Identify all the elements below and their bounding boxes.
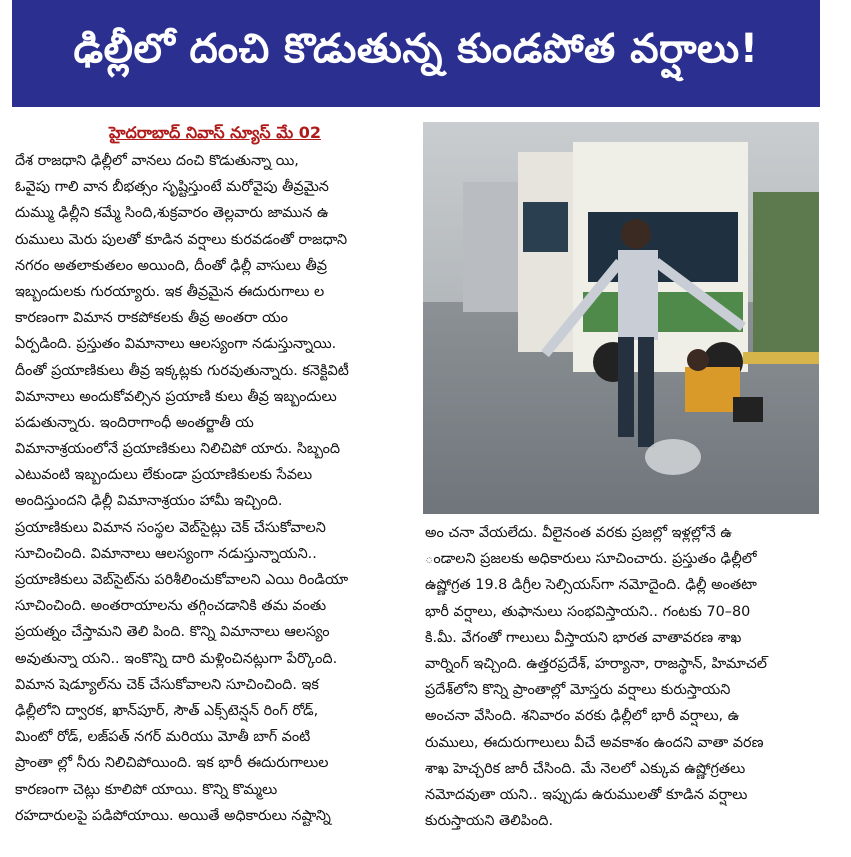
article-line: ప్రయాణికులు వెబ్‌సైట్‌ను పరిశీలించుకోవాలని ఎయి రిండియా	[15, 572, 349, 588]
article-line: ఎటువంటి ఇబ్బందులు లేకుండా ప్రయాణికులకు సేవలు	[15, 467, 313, 484]
article-line: కారణంగా విమాన రాకపోకలకు తీవ్ర అంతరా యం	[15, 310, 288, 327]
article-line: వార్నింగ్ ఇచ్చింది. ఉత్తరప్రదేశ్, హర్యానా, రాజస్థాన్, హిమాచల్	[425, 655, 767, 672]
article-line: రుములు మెరు పులతో కూడిన వర్షాలు కురవడంతో రాజధాని	[15, 231, 348, 248]
article-line: విమానాశ్రయంలోనే ప్రయాణికులు నిలిచిపో యారు. సిబ్బంది	[15, 441, 341, 458]
headline: ఢిల్లీలో దంచి కొడుతున్న కుండపోత వర్షాలు!	[73, 25, 759, 72]
article-line: ప్రాంతా ల్లో నీరు నిలిచిపోయింది. ఇక భారీ ఈదురుగాలుల	[15, 755, 329, 772]
news-photo	[423, 122, 819, 514]
article-line: సూచించింది. అంతరాయాలను తగ్గించడానికి తమ వంతు	[15, 598, 327, 615]
article-line: కారణంగా చెట్లు కూలిపో యాయి. కొన్ని కొమ్మలు	[15, 781, 278, 798]
article-right-column	[425, 520, 820, 854]
article-line: విమాన షెడ్యూల్‌ను చెక్ చేసుకోవాలని సూచించింది. ఇక	[15, 676, 319, 693]
article-line: అందిస్తుందని ఢిల్లీ విమానాశ్రయం హామీ ఇచ్చింది.	[15, 493, 283, 510]
article-line: ండాలని ప్రజలకు అధికారులు సూచించారు. ప్రస్తుతం ఢిల్లీలో	[425, 551, 757, 568]
article-left-column	[15, 148, 414, 854]
article-line: ప్రయాణికులు విమాన సంస్థల వెబ్‌సైట్లు చెక్ చేసుకోవాలని	[15, 519, 326, 536]
article-line: మింటో రోడ్, లజ్‌పత్ నగర్ మరియు మోతీ బాగ్ వంటి	[15, 729, 311, 746]
article-line: సూచించింది. విమానాలు ఆలస్యంగా నడుస్తున్నాయని..	[15, 545, 317, 562]
article-line: శాఖ హెచ్చరిక జారీ చేసింది. మే నెలలో ఎక్కువ ఉష్ణోగ్రతలు	[425, 760, 746, 777]
article-line: ప్రదేశ్‌లోని కొన్ని ప్రాంతాల్లో మోస్తరు వర్షాలు కురుస్తాయని	[425, 682, 731, 699]
article-line: ప్రయత్నం చేస్తామని తెలి పింది. కొన్ని విమానాలు ఆలస్యం	[15, 624, 330, 641]
article-line: రుములు, ఈదురుగాలులు వీచే అవకాశం ఉందని వాతా వరణ	[425, 734, 764, 751]
headline-banner	[12, 0, 820, 107]
article-line: ఇబ్బందులకు గురయ్యారు. ఇక తీవ్రమైన ఈదురుగాలు ల	[15, 283, 325, 300]
photo-icon	[423, 122, 819, 514]
article-line: రహదారులపై పడిపోయాయి. అయితే అధికారులు నష్టాన్ని	[15, 807, 331, 824]
article-line: ఉష్ణోగ్రత 19.8 డిగ్రీల సెల్సియస్‌గా నమోదైంది. ఢిల్లీ అంతటా	[425, 577, 757, 594]
article-line: పడుతున్నారు. ఇందిరాగాంధీ అంతర్జాతీ య	[15, 414, 254, 431]
article-line: ఏర్పడింది. ప్రస్తుతం విమానాలు ఆలస్యంగా నడుస్తున్నాయి.	[15, 336, 337, 353]
article-line: విమానాలు అందుకోవల్సిన ప్రయాణి కులు తీవ్ర ఇబ్బందులు	[15, 388, 337, 405]
dateline: హైదరాబాద్ నివాస్ న్యూస్ మే 02	[109, 123, 321, 142]
article-line: నగరం అతలాకుతలం అయింది, దీంతో ఢిల్లీ వాసులు తీవ్ర	[15, 257, 327, 274]
article-line: నమోదవుతా యని.. ఇప్పుడు ఉరుములతో కూడిన వర్షాలు	[425, 786, 748, 803]
article-line: అం చనా వేయలేదు. వీలైనంత వరకు ప్రజల్లో ఇళ్లల్లోనే ఉ	[425, 525, 732, 541]
article-line: ఢిల్లీలోని ద్వారక, ఖాన్‌పూర్, సౌత్ ఎక్స్‌టెన్షన్ రింగ్ రోడ్,	[15, 702, 319, 719]
article-line: భారీ వర్షాలు, తుఫానులు సంభవిస్తాయని.. గంటకు 70–80	[425, 603, 751, 620]
article-line: అవుతున్నా యని.. ఇంకొన్ని దారి మళ్లించినట్లుగా పేర్కొంది.	[15, 650, 338, 667]
article-line: ఓవైపు గాలి వాన బీభత్సం సృష్టిస్తుంటే మరోవైపు తీవ్రమైన	[15, 179, 329, 196]
article-line: కి.మీ. వేగంతో గాలులు వీస్తాయని భారత వాతావరణ శాఖ	[425, 629, 742, 646]
article-line: దుమ్ము ఢిల్లీని కమ్మే సింది,శుక్రవారం తెల్లవారు జామున ఉ	[15, 205, 329, 222]
article-line: కురుస్తాయని తెలిపింది.	[425, 813, 554, 830]
article-line: దేశ రాజధాని ఢిల్లీలో వానలు దంచి కొడుతున్నా యి,	[15, 153, 299, 169]
article-line: అంచనా వేసింది. శనివారం వరకు ఢిల్లీలో భారీ వర్షాలు, ఉ	[425, 708, 740, 725]
article-line: దీంతో ప్రయాణికులు తీవ్ర ఇక్కట్లకు గురవుతున్నారు. కనెక్టివిటీ	[15, 362, 349, 379]
